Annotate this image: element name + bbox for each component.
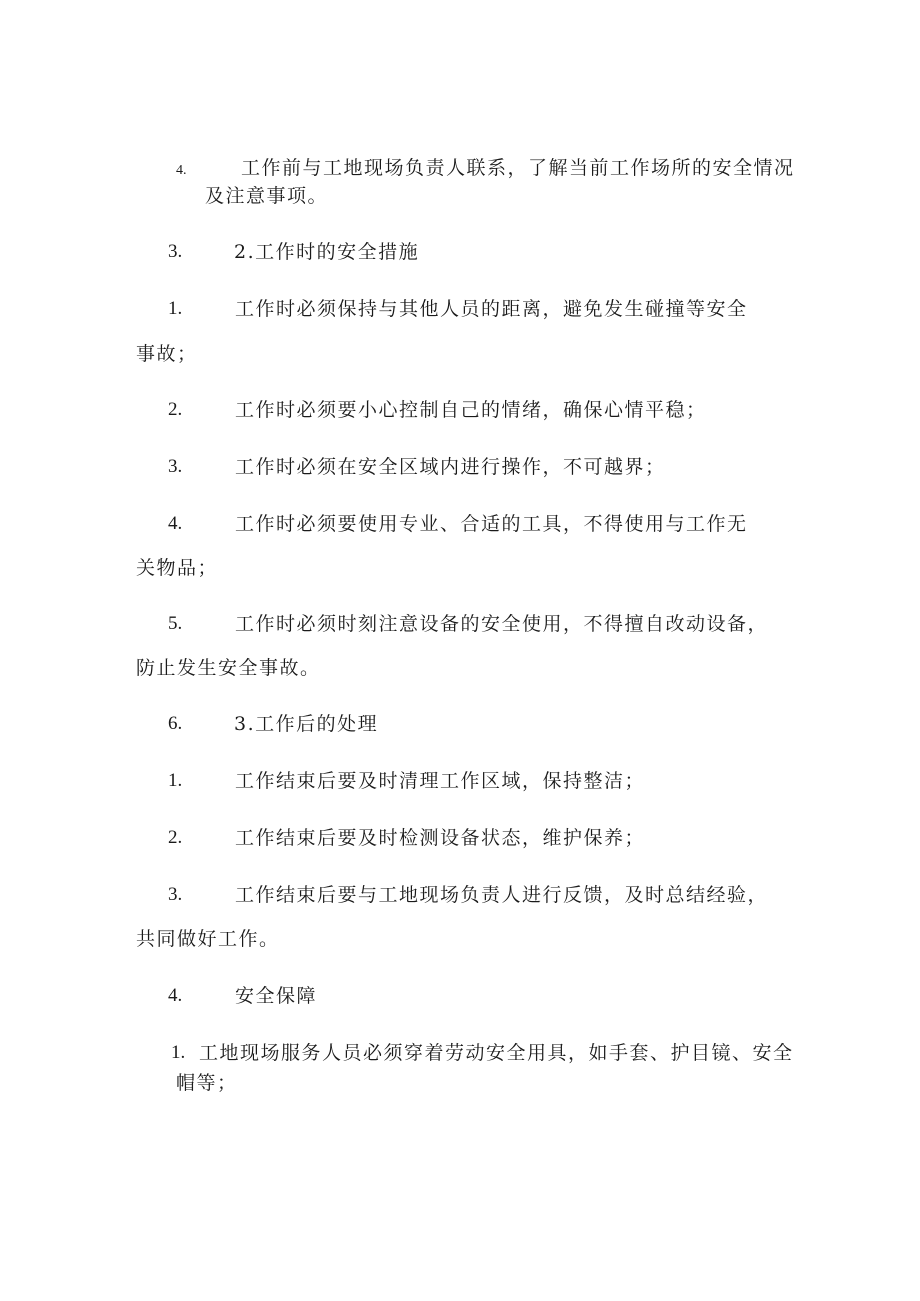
item-number: 1. [168, 298, 183, 319]
section-heading: 2.工作时的安全措施 [234, 241, 420, 263]
item-text-continuation: 帽等； [176, 1072, 238, 1094]
item-number: 6. [168, 713, 183, 734]
item-text: 工作结束后要及时检测设备状态，维护保养； [235, 827, 646, 849]
item-number: 4. [168, 985, 183, 1006]
item-number: 1. [168, 770, 183, 791]
item-number: 3. [168, 884, 183, 905]
item-text-continuation: 及注意事项。 [205, 185, 329, 207]
item-text: 工地现场服务人员必须穿着劳动安全用具，如手套、护目镜、安全 [199, 1042, 794, 1064]
item-text: 工作前与工地现场负责人联系，了解当前工作场所的安全情况 [241, 157, 795, 179]
item-number: 1. [171, 1042, 186, 1063]
item-text: 工作时必须保持与其他人员的距离，避免发生碰撞等安全 [235, 298, 748, 320]
item-number: 3. [168, 241, 183, 262]
item-text: 工作结束后要及时清理工作区域，保持整洁； [235, 770, 646, 792]
item-text: 工作时必须在安全区域内进行操作，不可越界； [235, 456, 666, 478]
item-text-continuation: 事故； [136, 343, 198, 365]
item-number: 2. [168, 827, 183, 848]
item-text: 工作结束后要与工地现场负责人进行反馈，及时总结经验， [235, 884, 769, 906]
item-text-continuation: 关物品； [136, 557, 219, 579]
item-text: 工作时必须要小心控制自己的情绪，确保心情平稳； [235, 399, 707, 421]
item-text: 工作时必须时刻注意设备的安全使用，不得擅自改动设备， [235, 613, 769, 635]
item-number: 5. [168, 613, 183, 634]
item-text-continuation: 防止发生安全事故。 [136, 657, 321, 679]
item-number: 3. [168, 456, 183, 477]
item-text-continuation: 共同做好工作。 [136, 928, 280, 950]
item-number: 4. [168, 513, 183, 534]
item-number: 2. [168, 399, 183, 420]
section-heading: 3.工作后的处理 [234, 713, 379, 735]
item-number: 4. [176, 163, 187, 178]
item-text: 工作时必须要使用专业、合适的工具，不得使用与工作无 [235, 513, 748, 535]
section-heading: 安全保障 [235, 985, 318, 1007]
